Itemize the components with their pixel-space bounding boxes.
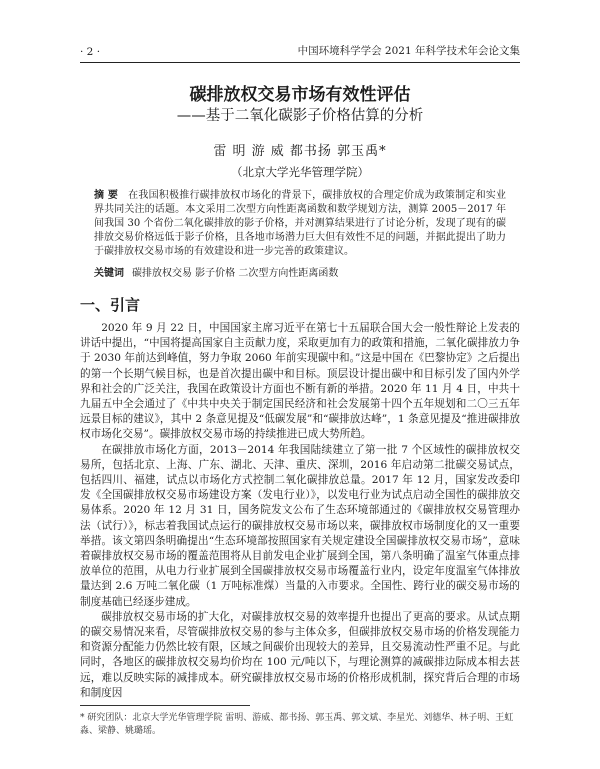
paper-title: 碳排放权交易市场有效性评估 xyxy=(189,85,411,105)
proceedings-title: 中国环境科学学会 2021 年科学技术年会论文集 xyxy=(297,45,520,57)
abstract-label: 摘 要 xyxy=(94,190,119,201)
abstract xyxy=(94,189,506,259)
paper-subtitle: ——基于二氧化碳影子价格估算的分析 xyxy=(176,108,424,124)
keywords-text: 碳排放权交易 影子价格 二次型方向性距离函数 xyxy=(132,268,339,279)
page-number: · 2 · xyxy=(80,46,101,58)
running-header xyxy=(80,42,520,58)
body-paragraph: 碳排放权交易市场的扩大化，对碳排放权交易的效率提升也提出了更高的要求。从试点期的碳交易情况来看，尽管碳排放权交易的参与主体众多，但碳排放权交易市场的价格发现能力和资源分配能力仍然比较有限，区域之间碳价出现较大的差异，且交易流动性严重不足。与此同时，各地区的碳排放权交易均价均在 100 元/吨以下，与理论测算的减碳排边际成本相去甚远，难以反映实际的减排成本。研究碳排放权交易市场的价格形成机制，探究背后合理的市场和制度因 xyxy=(80,610,520,699)
abstract-text: 在我国积极推行碳排放权市场化的背景下，碳排放权的合理定价成为政策制定和实业界共同关注的话题。本文采用二次型方向性距离函数和数学规划方法，测算 2005－2017 年间我国 30 个省份二氧化碳排放的影子价格，并对测算结果进行了讨论分析，发现了现有的碳排放交易价格远低于影子价格，且各地市场潜力巨大但有效性不足的问题，并据此提出了助力于碳排放权交易市场的有效建设和进一步完善的政策建议。 xyxy=(94,190,507,257)
section-heading: 一、引言 xyxy=(80,296,141,314)
body-paragraph: 2020 年 9 月 22 日，中国国家主席习近平在第七十五届联合国大会一般性辩论上发表的讲话中提出，“中国将提高国家自主贡献力度，采取更加有力的政策和措施，二氧化碳排放力争于 2030 年前达到峰值，努力争取 2060 年前实现碳中和。”这是中国在《巴黎协定》之后提出的第一个长期气候目标，也是首次提出碳中和目标。顶层设计提出碳中和目标引发了国内外学界和社会的广泛关注，我国在政策设计方面也不断有新的举措。2020 年 11 月 4 日，中共十九届五中全会通过了《中共中央关于制定国民经济和社会发展第十四个五年规划和二〇三五年远景目标的建议》，其中 2 条意见提及“低碳发展”和“碳排放达峰”，1 条意见提及“推进碳排放权市场化交易”。碳排放权交易市场的持续推进已成大势所趋。 xyxy=(80,322,520,441)
keywords xyxy=(94,267,506,281)
header-divider xyxy=(80,62,520,63)
body-paragraph: 在碳排放市场化方面，2013－2014 年我国陆续建立了第一批 7 个区域性的碳排放权交易所，包括北京、上海、广东、湖北、天津、重庆、深圳，2016 年启动第二批碳交易试点，包括四川、福建，试点以市场化方式控制二氧化碳排放总量。2017 年 12 月，国家发改委印发《全国碳排放权交易市场建设方案（发电行业）》，以发电行业为试点启动全国性的碳排放交易体系。2020 年 12 月 31 日，国务院发文公布了生态环境部通过的《碳排放权交易管理办法（试行）》，标志着我国试点运行的碳排放权交易市场以来，碳排放权市场制度化的又一重要举措。该文第四条明确提出“生态环境部按照国家有关规定建设全国碳排放权交易市场”，意味着碳排放权交易市场的覆盖范围将从目前发电企业扩展到全国，第八条明确了温室气体重点排放单位的范围，从电力行业扩展到全国碳排放权交易市场覆盖行业内，设定年度温室气体排放量达到 2.6 万吨二氧化碳（1 万吨标准煤）当量的入市要求。全国性、跨行业的碳交易市场的制度基础已经逐步建成。 xyxy=(80,443,520,608)
footnote: * 研究团队：北京大学光华管理学院 雷明、游威、都书扬、郭玉禹、郭文斌、李星光、刘德华、林子明、王虹淼、梁静、姚璐瑶。 xyxy=(80,713,514,736)
author-affiliation: （北京大学光华管理学院） xyxy=(231,165,369,179)
keywords-label: 关键词 xyxy=(94,268,124,279)
footnote-divider xyxy=(80,705,250,706)
body-text xyxy=(80,321,520,701)
author-list: 雷 明 游 威 都书扬 郭玉禹* xyxy=(213,144,387,159)
